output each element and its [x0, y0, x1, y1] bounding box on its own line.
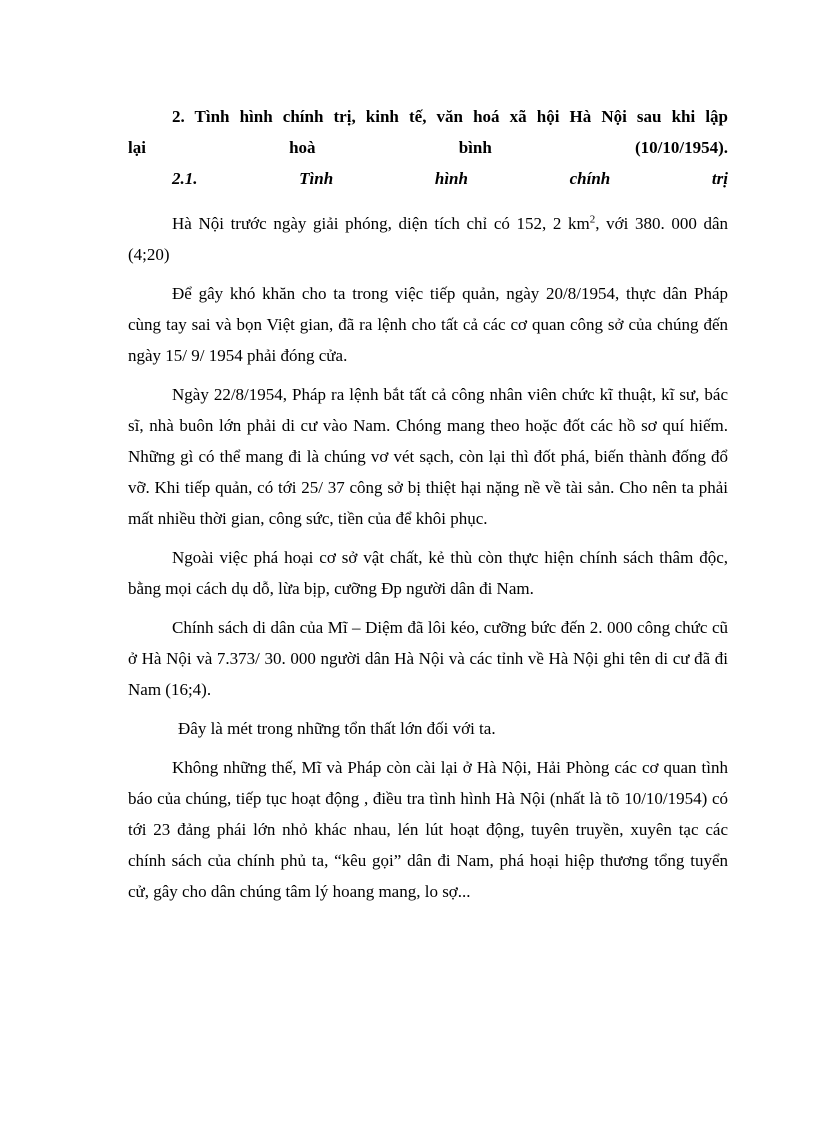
paragraph-area-text-cont: , với 380. 000 dân (4;20): [128, 214, 728, 264]
paragraph-handover: Để gây khó khăn cho ta trong việc tiếp quản, ngày 20/8/1954, thực dân Pháp cùng tay sai và bọn Việt gian, đã ra lệnh cho tất cả các cơ quan công sở của chúng đến ngày 15/ 9/ 1954 phải đóng cửa.: [128, 284, 728, 365]
subsection-heading: 2.1. Tình hình chính trị: [172, 169, 728, 188]
paragraph-evacuation: Ngày 22/8/1954, Pháp ra lệnh bắt tất cả công nhân viên chức kĩ thuật, kĩ sư, bác sĩ, nhà buôn lớn phải di cư vào Nam. Chóng mang theo hoặc đốt các hồ sơ quí hiếm. Những gì có thể mang đi là chúng vơ vét sạch, còn lại thì đốt phá, biến thành đống đổ vỡ. Khi tiếp quản, có tới 25/ 37 công sở bị thiệt hại nặng nề về tài sản. Cho nên ta phải mất nhiều thời gian, công sức, tiền của để khôi phục.: [128, 385, 728, 528]
section-heading-line-1: 2. Tình hình chính trị, kinh tế, văn hoá xã hội Hà Nội sau khi lập: [172, 107, 728, 126]
paragraph-area-text: Hà Nội trước ngày giải phóng, diện tích chỉ có 152, 2 km: [172, 214, 590, 233]
paragraph-sabotage: Ngoài việc phá hoại cơ sở vật chất, kẻ thù còn thực hiện chính sách thâm độc, bằng mọi cách dụ dỗ, lừa bịp, cưỡng Đp người dân đi Nam.: [128, 548, 728, 598]
paragraph-area: [128, 208, 728, 270]
paragraph-migration-policy: Chính sách di dân của Mĩ – Diệm đã lôi kéo, cưỡng bức đến 2. 000 công chức cũ ở Hà Nội và 7.373/ 30. 000 người dân Hà Nội và các tỉnh về Hà Nội ghi tên di cư đã đi Nam (16;4).: [128, 618, 728, 699]
section-heading-line-2: lại hoà bình (10/10/1954).: [128, 138, 728, 157]
paragraph-loss: Đây là mét trong những tổn thất lớn đối với ta.: [178, 719, 496, 738]
body-text: [128, 208, 728, 907]
superscript-2: 2: [589, 213, 596, 226]
section-heading-block: [128, 101, 728, 194]
paragraph-intelligence: Không những thế, Mĩ và Pháp còn cài lại ở Hà Nội, Hải Phòng các cơ quan tình báo của chúng, tiếp tục hoạt động , điều tra tình hình Hà Nội (nhất là tõ 10/10/1954) có tới 23 đảng phái lớn nhỏ khác nhau, lén lút hoạt động, tuyên truyền, xuyên tạc các chính sách của chính phủ ta, “kêu gọi” dân đi Nam, phá hoại hiệp thương tổng tuyển cử, gây cho dân chúng tâm lý hoang mang, lo sợ...: [128, 758, 728, 901]
